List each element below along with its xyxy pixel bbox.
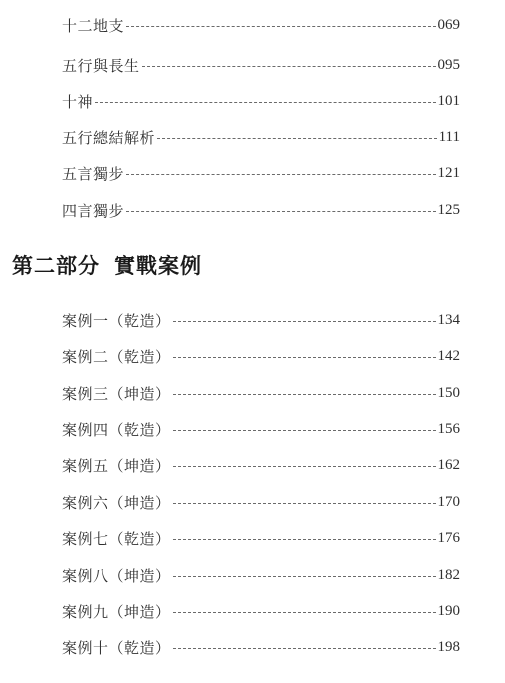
toc-entry-page-number: 176	[437, 529, 460, 546]
dot-leader	[95, 102, 435, 103]
toc-entry[interactable]	[62, 53, 460, 77]
toc-entry-page-number: 142	[437, 347, 460, 364]
dot-leader	[173, 539, 436, 540]
toc-entry[interactable]	[62, 89, 460, 113]
toc-entry-title: 案例五（坤造）	[62, 456, 171, 475]
dot-leader	[142, 66, 436, 67]
dot-leader	[173, 321, 436, 322]
toc-entry-title: 五行與長生	[62, 56, 140, 75]
toc-entry-page-number: 182	[437, 566, 460, 583]
toc-entry-page-number: 111	[438, 128, 460, 145]
dot-leader	[173, 576, 436, 577]
toc-entry-title: 十二地支	[62, 16, 125, 35]
dot-leader	[126, 211, 435, 212]
toc-entry[interactable]	[62, 381, 460, 405]
toc-entry[interactable]	[62, 453, 460, 477]
toc-entry-page-number: 156	[437, 420, 460, 437]
toc-entry-page-number: 170	[437, 493, 460, 510]
toc-entry-page-number: 095	[437, 56, 460, 73]
dot-leader	[173, 466, 436, 467]
dot-leader	[173, 394, 436, 395]
toc-entry[interactable]	[62, 125, 460, 149]
toc-entry-title: 案例十（乾造）	[62, 638, 171, 657]
toc-entry-page-number: 069	[437, 16, 460, 33]
toc-entry[interactable]	[62, 635, 460, 659]
toc-entry-title: 案例一（乾造）	[62, 311, 171, 330]
toc-entry-title: 四言獨步	[62, 201, 125, 220]
toc-entry-page-number: 125	[437, 201, 460, 218]
toc-entry-page-number: 134	[437, 311, 460, 328]
section-heading	[12, 250, 202, 280]
toc-entry-title: 案例四（乾造）	[62, 420, 171, 439]
toc-entry[interactable]	[62, 198, 460, 222]
toc-entry-page-number: 198	[437, 638, 460, 655]
toc-entry[interactable]	[62, 526, 460, 550]
toc-entry-title: 案例六（坤造）	[62, 493, 171, 512]
toc-entry-title: 案例三（坤造）	[62, 384, 171, 403]
toc-entry-title: 五行總結解析	[62, 128, 156, 147]
section-part-title: 實戰案例	[114, 253, 202, 278]
toc-entry-title: 五言獨步	[62, 164, 125, 183]
dot-leader	[173, 357, 436, 358]
toc-entry-page-number: 150	[437, 384, 460, 401]
toc-entry-page-number: 121	[437, 164, 460, 181]
toc-entry-page-number: 101	[437, 92, 460, 109]
dot-leader	[126, 174, 435, 175]
toc-entry-page-number: 190	[437, 602, 460, 619]
toc-entry[interactable]	[62, 161, 460, 185]
toc-entry-title: 十神	[62, 92, 94, 111]
toc-entry[interactable]	[62, 490, 460, 514]
section-part-label: 第二部分	[12, 253, 100, 278]
toc-entry-title: 案例八（坤造）	[62, 566, 171, 585]
dot-leader	[173, 503, 436, 504]
toc-entry[interactable]	[62, 417, 460, 441]
toc-entry-title: 案例二（乾造）	[62, 347, 171, 366]
toc-entry[interactable]	[62, 13, 460, 37]
toc-entry-title: 案例九（坤造）	[62, 602, 171, 621]
toc-entry[interactable]	[62, 563, 460, 587]
toc-entry[interactable]	[62, 344, 460, 368]
dot-leader	[173, 612, 436, 613]
toc-entry-page-number: 162	[437, 456, 460, 473]
toc-entry-title: 案例七（乾造）	[62, 529, 171, 548]
dot-leader	[157, 138, 437, 139]
toc-entry[interactable]	[62, 308, 460, 332]
dot-leader	[173, 430, 436, 431]
dot-leader	[173, 648, 436, 649]
toc-entry[interactable]	[62, 599, 460, 623]
dot-leader	[126, 26, 435, 27]
